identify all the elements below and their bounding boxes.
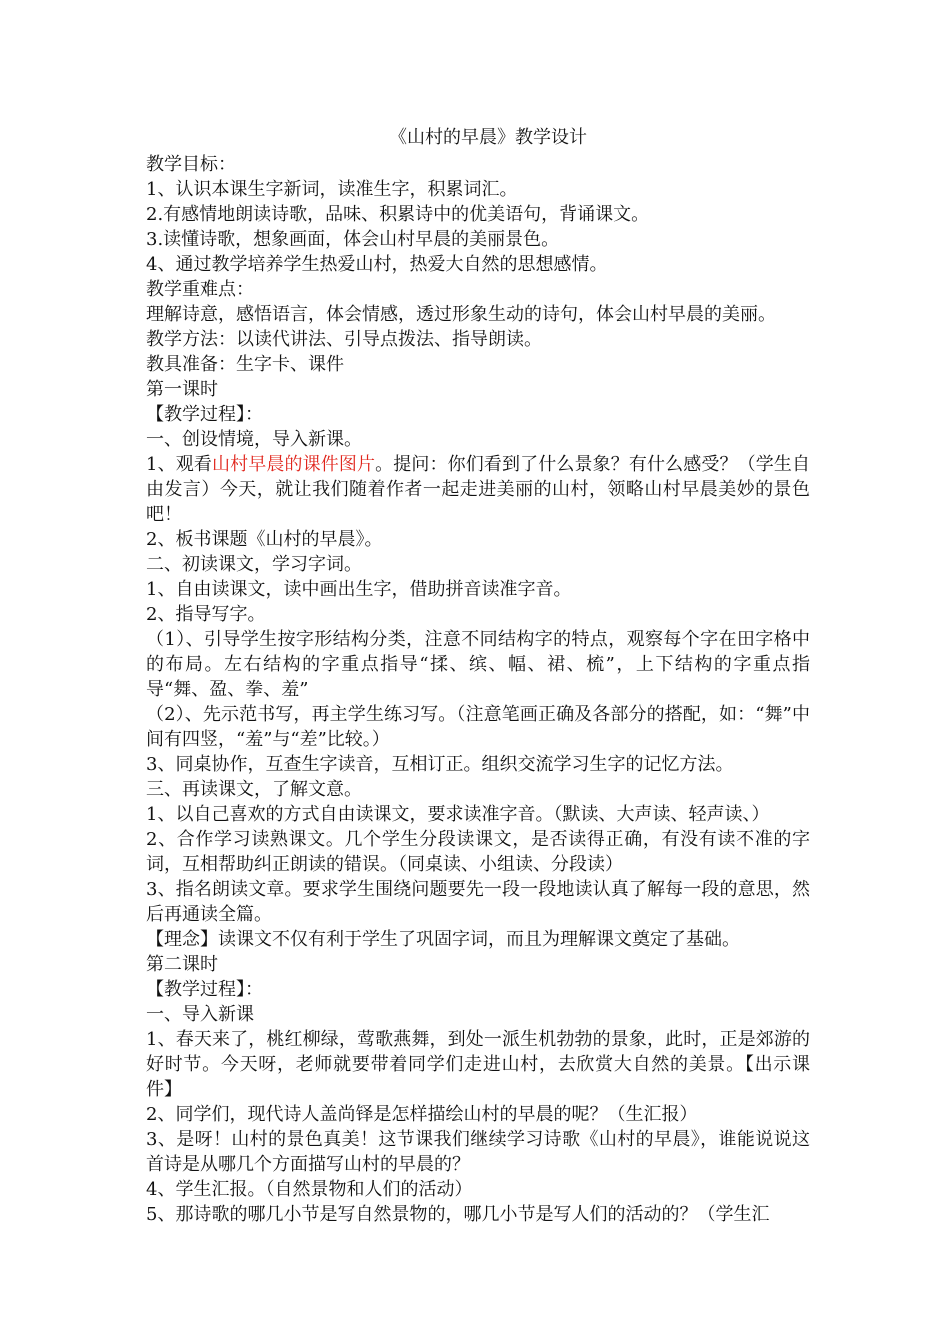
lesson2-item1: 1、春天来了，桃红柳绿，莺歌燕舞，到处一派生机勃勃的景象，此时，正是郊游的好时节。今天呀，老师就要带着同学们走进山村，去欣赏大自然的美景。【出示课件】 <box>146 1029 810 1100</box>
lesson1-section2: 二、初读课文，学习字词。 <box>146 554 362 575</box>
document-body <box>146 124 810 1227</box>
item-text: 。提问：你们看到了什么景象？有什么感受？（学生自由发言）今天，就让我们随着作者一起走进美丽的山村，领略山村早晨美妙的景色吧！ <box>146 454 811 525</box>
lesson2-item2: 2、同学们，现代诗人盖尚铎是怎样描绘山村的早晨的呢？（生汇报） <box>146 1104 698 1125</box>
page-title: 《山村的早晨》教学设计 <box>389 127 587 148</box>
lesson2-heading: 第二课时 <box>146 954 218 975</box>
lesson1-section2-item1: 1、自由读课文，读中画出生字，借助拼音读准字音。 <box>146 579 572 600</box>
goal-item: 3.读懂诗歌，想象画面，体会山村早晨的美丽景色。 <box>146 229 560 250</box>
highlighted-text: 山村早晨的课件图片 <box>211 454 376 475</box>
lesson1-section3-item1: 1、以自己喜欢的方式自由读课文，要求读准字音。（默读、大声读、轻声读、） <box>146 804 770 825</box>
lesson1-heading: 第一课时 <box>146 379 218 400</box>
lesson2-item3: 3、是呀！山村的景色真美！这节课我们继续学习诗歌《山村的早晨》，谁能说说这首诗是从哪几个方面描写山村的早晨的？ <box>146 1129 810 1175</box>
lesson2-process-heading: 【教学过程】： <box>146 979 263 1000</box>
teaching-tools: 教具准备：生字卡、课件 <box>146 354 344 375</box>
lesson2-item4: 4、学生汇报。（自然景物和人们的活动） <box>146 1179 473 1200</box>
lesson1-section2-item3: （1）、引导学生按字形结构分类，注意不同结构字的特点，观察每个字在田字格中的布局。左右结构的字重点指导“揉、缤、幅、裙、梳”，上下结构的字重点指导“舞、盈、拳、羞” <box>146 629 810 700</box>
lesson1-process-heading: 【教学过程】： <box>146 404 263 425</box>
lesson1-section1-item1 <box>146 452 810 527</box>
lesson1-section3: 三、再读课文，了解文意。 <box>146 779 362 800</box>
lesson1-section1-item2: 2、板书课题《山村的早晨》。 <box>146 529 383 550</box>
lesson1-section1: 一、创设情境，导入新课。 <box>146 429 362 450</box>
lesson2-item5: 5、那诗歌的哪几小节是写自然景物的，哪几小节是写人们的活动的？（学生汇 <box>146 1204 770 1225</box>
lesson1-section3-item3: 3、指名朗读文章。要求学生围绕问题要先一段一段地读认真了解每一段的意思，然后再通读全篇。 <box>146 879 810 925</box>
goal-item: 1、认识本课生字新词，读准生字，积累词汇。 <box>146 179 518 200</box>
lesson1-section2-item5: 3、同桌协作，互查生字读音，互相订正。组织交流学习生字的记忆方法。 <box>146 754 734 775</box>
goal-item: 2.有感情地朗读诗歌，品味、积累诗中的优美语句，背诵课文。 <box>146 204 650 225</box>
lesson1-section3-item2: 2、合作学习读熟课文。几个学生分段读课文，是否读得正确，有没有读不准的字词，互相帮助纠正朗读的错误。（同桌读、小组读、分段读） <box>146 829 810 875</box>
goal-item: 4、通过教学培养学生热爱山村，热爱大自然的思想感情。 <box>146 254 608 275</box>
goals-heading: 教学目标： <box>146 154 236 175</box>
lesson1-section2-item4: （2）、先示范书写，再主学生练习写。（注意笔画正确及各部分的搭配，如：“舞”中间有四竖，“羞”与“差”比较。） <box>146 704 810 750</box>
item-text: 1、观看 <box>146 454 212 475</box>
difficulty-heading: 教学重难点： <box>146 279 254 300</box>
teaching-method: 教学方法：以读代讲法、引导点拨法、指导朗读。 <box>146 329 542 350</box>
lesson1-section2-item2: 2、指导写字。 <box>146 604 266 625</box>
lesson1-idea: 【理念】读课文不仅有利于学生了巩固字词，而且为理解课文奠定了基础。 <box>146 929 740 950</box>
difficulty-text: 理解诗意，感悟语言，体会情感，透过形象生动的诗句，体会山村早晨的美丽。 <box>146 304 776 325</box>
lesson2-section1: 一、导入新课 <box>146 1004 254 1025</box>
